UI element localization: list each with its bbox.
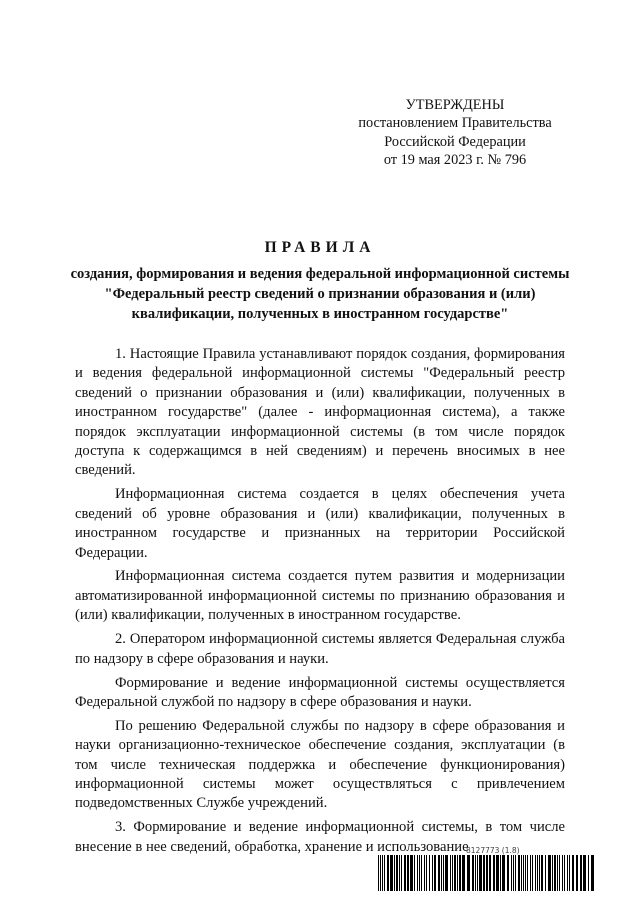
barcode-bar [489, 855, 491, 891]
barcode-bar [387, 855, 389, 891]
paragraph-6: По решению Федеральной службы по надзору в сфере образования и науки организационно-техническое обеспечение создания, эксплуатации (в том числе техническая поддержка и обеспечение функционирования) информационной системы может осуществляться с привлечением подведомственных Службе учреждений. [75, 717, 565, 812]
barcode-bar [429, 855, 430, 891]
barcode-block [378, 846, 594, 892]
barcode-bar [434, 855, 436, 891]
barcode-bar [518, 855, 520, 891]
barcode-bar [454, 855, 456, 891]
barcode-bar [424, 855, 425, 891]
barcode-bar [564, 855, 565, 891]
approval-line-3: от 19 мая 2023 г. № 796 [383, 151, 527, 168]
barcode-bar [472, 855, 474, 891]
document-subtitle: создания, формирования и ведения федеральной информационной системы "Федеральный реестр сведений о признании образования и (или) квалификации, полученных в иностранном государстве" [70, 266, 570, 322]
barcode-bar [399, 855, 400, 891]
barcode-bar [401, 855, 402, 891]
barcode-bar [380, 855, 381, 891]
barcode-bar [591, 855, 594, 891]
barcode-bar [467, 855, 470, 891]
barcode-bar [541, 855, 543, 891]
barcode-bar [441, 855, 442, 891]
document-title: ПРАВИЛА [264, 239, 376, 256]
barcode-bar [475, 855, 476, 891]
barcode-bar [513, 855, 514, 891]
barcode-bar [545, 855, 546, 891]
barcode-bar [548, 855, 551, 891]
barcode-bar [572, 855, 574, 891]
barcode-bar [457, 855, 458, 891]
barcode-bar [384, 855, 385, 891]
barcode-bar [450, 855, 451, 891]
document-body [75, 345, 565, 862]
paragraph-7: 3. Формирование и ведение информационной системы, в том числе внесение в нее сведений, обработка, хранение и использование [75, 819, 565, 855]
barcode-bar [576, 855, 578, 891]
barcode-bar [569, 855, 570, 891]
barcode-bar [479, 855, 482, 891]
barcode-bar [567, 855, 568, 891]
barcode-bar [527, 855, 528, 891]
barcode-bar [523, 855, 524, 891]
approval-line-1: постановлением Правительства [358, 115, 552, 132]
barcode-bar [414, 855, 415, 891]
barcode-bar [452, 855, 453, 891]
barcode-bar [477, 855, 478, 891]
barcode-bar [535, 855, 536, 891]
barcode-bar [515, 855, 516, 891]
paragraph-1: 1. Настоящие Правила устанавливают порядок создания, формирования и ведения федеральной информационной системы "Федеральный реестр сведений о признании образования и (или) квалификации, полученных в иностранном государстве" (далее - информационная система), а также порядок эксплуатации информационной системы (в том числе порядок доступа к содержащимся в ней сведениям) и перечень вносимых в нее сведений. [75, 346, 565, 479]
paragraph-5: Формирование и ведение информационной системы осуществляется Федеральной службой по надзору в сфере образования и науки. [75, 674, 565, 710]
barcode-bar [511, 855, 512, 891]
barcode-bar [557, 855, 558, 891]
barcode-bar [421, 855, 422, 891]
barcode-bar [583, 855, 586, 891]
barcode-bar [382, 855, 383, 891]
approval-stamp [330, 96, 580, 169]
barcode-bar [432, 855, 433, 891]
barcode-bar [530, 855, 531, 891]
barcode-bar [493, 855, 495, 891]
barcode-bar [496, 855, 499, 891]
approval-line-2: Российской Федерации [384, 133, 526, 150]
barcode-bar [462, 855, 465, 891]
barcode-number: 8127773 (1.8) [466, 846, 520, 855]
barcode-bar [407, 855, 409, 891]
barcode-bar [532, 855, 533, 891]
barcode-bar [500, 855, 501, 891]
barcode-bar [502, 855, 505, 891]
barcode-bar [552, 855, 553, 891]
barcode-bar [562, 855, 563, 891]
barcode-bar [525, 855, 526, 891]
barcode-bar [580, 855, 582, 891]
barcode-bar [483, 855, 485, 891]
barcode-bar [443, 855, 444, 891]
barcode-bar [438, 855, 440, 891]
barcode-bar [396, 855, 398, 891]
barcode-bar [459, 855, 461, 891]
paragraph-2: Информационная система создается в целях обеспечения учета сведений об уровне образования и (или) квалификации, полученных в иностранном государстве и признанных на территории Российской Федерации. [75, 486, 565, 561]
approval-title: УТВЕРЖДЕНЫ [405, 97, 505, 113]
barcode-bar [507, 855, 509, 891]
barcode-bar [539, 855, 540, 891]
barcode-image [378, 855, 594, 891]
barcode-bar [559, 855, 560, 891]
barcode-bar [588, 855, 589, 891]
barcode-bar [394, 855, 395, 891]
barcode-bar [537, 855, 538, 891]
barcode-bar [390, 855, 393, 891]
paragraph-3: Информационная система создается путем развития и модернизации автоматизированной информационной системы по признанию образования и (или) квалификации, полученных в иностранном государстве. [75, 568, 565, 624]
barcode-bar [410, 855, 413, 891]
barcode-bar [378, 855, 379, 891]
barcode-bar [419, 855, 420, 891]
barcode-bar [417, 855, 418, 891]
barcode-bar [486, 855, 488, 891]
barcode-bar [521, 855, 522, 891]
barcode-bar [445, 855, 448, 891]
barcode-bar [426, 855, 427, 891]
barcode-bar [554, 855, 556, 891]
barcode-bar [404, 855, 406, 891]
paragraph-4: 2. Оператором информационной системы является Федеральная служба по надзору в сфере образования и науки. [75, 631, 565, 667]
